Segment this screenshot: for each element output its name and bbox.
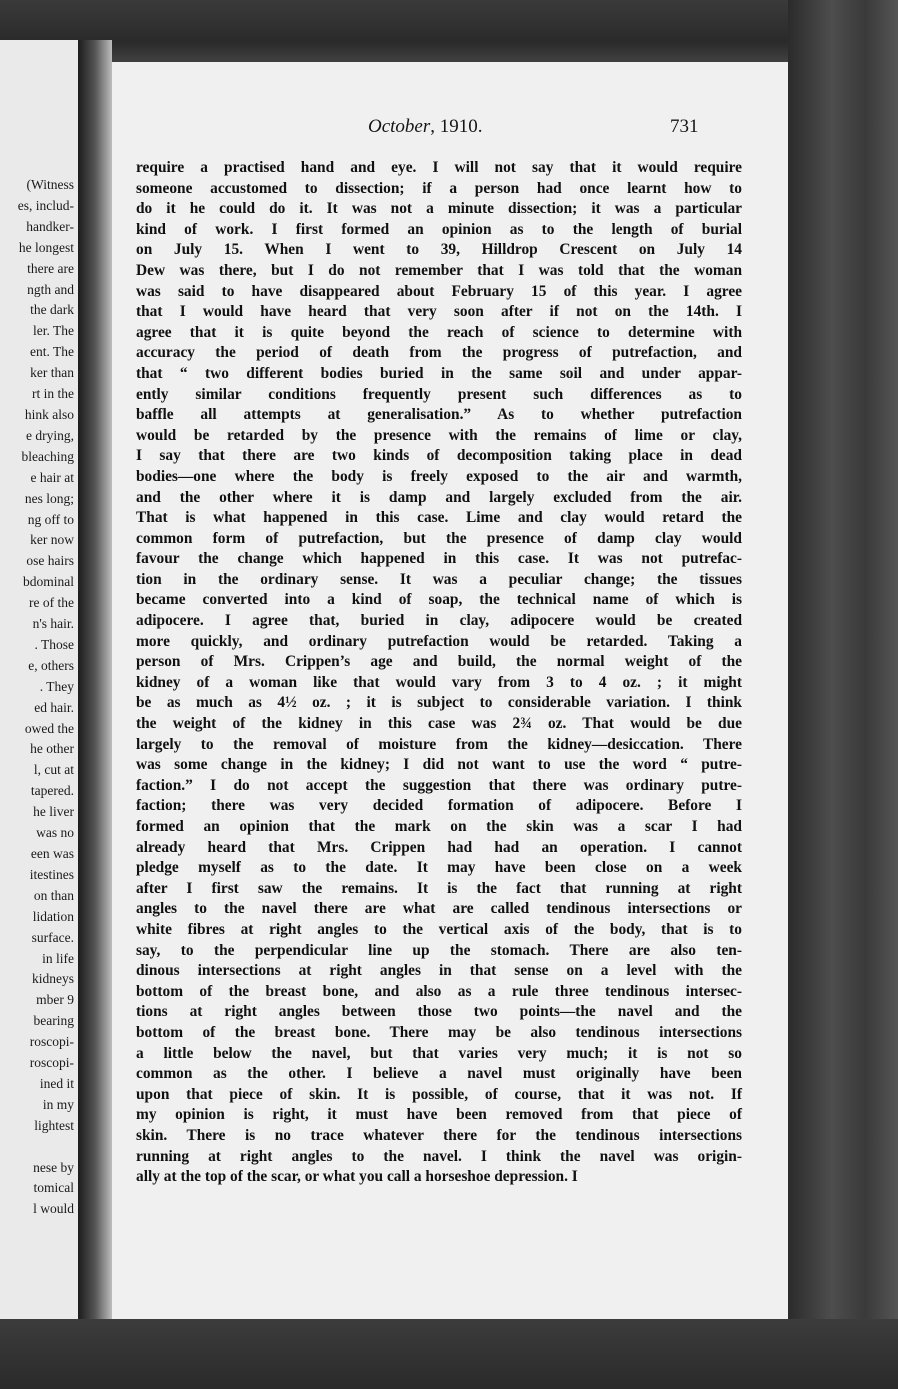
facing-page-line: nes long; (24, 490, 74, 506)
facing-page-line: in life (42, 950, 74, 966)
text-line: was some change in the kidney; I did not want to use the word “ putre- (136, 756, 742, 774)
text-line: became converted into a kind of soap, the technical name of which is (136, 591, 742, 609)
facing-page-line: roscopi- (29, 1055, 74, 1071)
facing-page-line: l would (33, 1201, 74, 1217)
facing-page-line: bearing (33, 1013, 74, 1029)
facing-page-line: ose hairs (26, 553, 74, 569)
running-head-date (368, 116, 483, 138)
facing-page-line: ed hair. (34, 699, 74, 715)
facing-page-line: ker than (30, 365, 74, 381)
facing-page-text (18, 175, 74, 1220)
facing-page-line: ent. The (30, 344, 74, 360)
facing-page-line: the dark (30, 302, 74, 318)
text-line: agree that it is quite beyond the reach of science to determine with (136, 323, 742, 341)
text-line: bodies—one where the body is freely exposed to the air and warmth, (136, 467, 742, 485)
text-line: and the other where it is damp and largely excluded from the air. (136, 488, 742, 506)
text-line: bottom of the breast bone. There may be also tendinous intersections (136, 1023, 742, 1041)
facing-page-line: bdominal (23, 574, 74, 590)
text-line: say, to the perpendicular line up the stomach. There are also ten- (136, 941, 742, 959)
text-line: running at right angles to the navel. I think the navel was origin- (136, 1147, 742, 1165)
text-line: that I would have heard that very soon after if not on the 14th. I (136, 303, 742, 321)
text-line: I say that there are two kinds of decomposition taking place in dead (136, 447, 742, 465)
text-line: bottom of the breast bone, and also as a rule three tendinous intersec- (136, 982, 742, 1000)
text-line: someone accustomed to dissection; if a person had once learnt how to (136, 179, 742, 197)
facing-page-line: he longest (18, 239, 74, 255)
facing-page-line: ngth and (27, 281, 74, 297)
page-number: 731 (670, 116, 699, 137)
text-line: ently similar conditions frequently present such differences as to (136, 385, 742, 403)
facing-page-line: he other (30, 741, 74, 757)
facing-page-line: ler. The (33, 323, 74, 339)
facing-page-line: lidation (32, 908, 74, 924)
text-line: ally at the top of the scar, or what you call a horseshoe depression. I (136, 1168, 578, 1186)
text-line: That is what happened in this case. Lime and clay would retard the (136, 509, 742, 527)
text-line: common form of putrefaction, but the presence of damp clay would (136, 529, 742, 547)
facing-page-line: ng off to (27, 511, 74, 527)
scan-edge-right (788, 0, 898, 1389)
text-line: person of Mrs. Crippen’s age and build, the normal weight of the (136, 653, 742, 671)
facing-page-line: tomical (33, 1180, 74, 1196)
facing-page-line: in my (42, 1096, 74, 1112)
facing-page-line: (Witness (26, 177, 74, 192)
facing-page-line: owed the (24, 720, 74, 736)
text-line: white fibres at right angles to the vertical axis of the body, that is to (136, 920, 742, 938)
text-line: require a practised hand and eye. I will not say that it would require (136, 159, 742, 176)
facing-page-line: ker now (30, 532, 74, 548)
text-line: more quickly, and ordinary putrefaction would be retarded. Taking a (136, 632, 742, 650)
facing-page-gap (18, 1137, 74, 1158)
facing-page-line: . Those (34, 636, 74, 652)
facing-page-line: lightest (34, 1117, 74, 1133)
text-line: skin. There is no trace whatever there for the tendinous intersections (136, 1126, 742, 1144)
text-line: dinous intersections at right angles in that sense on a level with the (136, 962, 742, 980)
facing-page-line: e drying, (26, 427, 74, 443)
scan-edge-top (0, 0, 898, 70)
facing-page-line: e, others (28, 657, 74, 673)
text-line: do it he could do it. It was not a minute dissection; it was a particular (136, 200, 742, 218)
facing-page-line: bleaching (21, 448, 74, 464)
facing-page-line: l, cut at (33, 762, 74, 778)
facing-page-line: rt in the (32, 386, 74, 402)
facing-page-line: kidneys (32, 971, 74, 987)
text-line: a little below the navel, but that varies very much; it is not so (136, 1044, 742, 1062)
text-line: after I first saw the remains. It is the fact that running at right (136, 879, 742, 897)
running-head (112, 116, 816, 142)
text-line: on July 15. When I went to 39, Hilldrop Crescent on July 14 (136, 241, 742, 259)
facing-page-line: was no (36, 825, 74, 841)
text-line: was said to have disappeared about February 15 of this year. I agree (136, 282, 742, 300)
facing-page-line: n's hair. (32, 616, 74, 632)
facing-page-line: surface. (31, 929, 74, 945)
facing-page-line: e hair at (30, 469, 74, 485)
running-head-year: , 1910. (430, 116, 483, 137)
facing-page-line: roscopi- (29, 1034, 74, 1050)
text-line: adipocere. I agree that, buried in clay, adipocere would be created (136, 612, 742, 630)
text-line: already heard that Mrs. Crippen had had an operation. I cannot (136, 838, 742, 856)
facing-page-line: hink also (24, 406, 74, 422)
text-line: my opinion is right, it must have been removed from that piece of (136, 1106, 742, 1124)
facing-page-line: re of the (29, 595, 74, 611)
body-text (136, 158, 742, 1188)
text-line: largely to the removal of moisture from the kidney—desiccation. There (136, 735, 742, 753)
text-line: pledge myself as to the date. It may have been close on a week (136, 859, 742, 877)
facing-page-line: itestines (29, 866, 74, 882)
facing-page-line: mber 9 (36, 992, 74, 1008)
facing-page-line: een was (30, 846, 74, 861)
text-line: common as the other. I believe a navel must originally have been (136, 1065, 742, 1083)
facing-page-line: handker- (26, 218, 74, 234)
book-gutter (78, 40, 112, 1340)
facing-page-line: es, includ- (17, 197, 74, 213)
text-line: tions at right angles between those two points—the navel and the (136, 1003, 742, 1021)
text-line: upon that piece of skin. It is possible, of course, that it was not. If (136, 1085, 742, 1103)
facing-page-line: ined it (39, 1075, 74, 1091)
facing-page-line: on than (33, 887, 74, 903)
facing-page-line: . They (39, 678, 74, 694)
running-head-month: October (368, 116, 431, 137)
scan-edge-bottom (0, 1319, 898, 1389)
text-line: accuracy the period of death from the progress of putrefaction, and (136, 344, 742, 362)
text-line: baffle all attempts at generalisation.” As to whether putrefaction (136, 406, 742, 424)
text-line: Dew was there, but I do not remember that I was told that the woman (136, 261, 742, 279)
text-line: be as much as 4½ oz. ; it is subject to considerable variation. I think (136, 694, 742, 712)
text-line: that “ two different bodies buried in the same soil and under appar- (136, 364, 742, 382)
text-line: favour the change which happened in this case. It was not putrefac- (136, 550, 742, 568)
text-line: the weight of the kidney in this case was 2¾ oz. That would be due (136, 715, 742, 733)
text-line: kind of work. I first formed an opinion as to the length of burial (136, 220, 742, 238)
text-line: faction.” I do not accept the suggestion that there was ordinary putre- (136, 776, 742, 794)
text-line: kidney of a woman like that would vary from 3 to 4 oz. ; it might (136, 673, 742, 691)
text-line: formed an opinion that the mark on the skin was a scar I had (136, 818, 742, 835)
facing-page-line: tapered. (30, 783, 74, 799)
facing-page-line: there are (27, 260, 74, 276)
text-line: angles to the navel there are what are called tendinous intersections or (136, 900, 742, 918)
facing-page-left (0, 40, 82, 1340)
text-line: tion in the ordinary sense. It was a peculiar change; the tissues (136, 570, 742, 588)
facing-page-line: nese by (33, 1159, 74, 1175)
page-731 (112, 62, 816, 1332)
facing-page-line: he liver (33, 804, 74, 820)
text-line: would be retarded by the presence with the remains of lime or clay, (136, 426, 742, 444)
text-line: faction; there was very decided formation of adipocere. Before I (136, 797, 742, 815)
